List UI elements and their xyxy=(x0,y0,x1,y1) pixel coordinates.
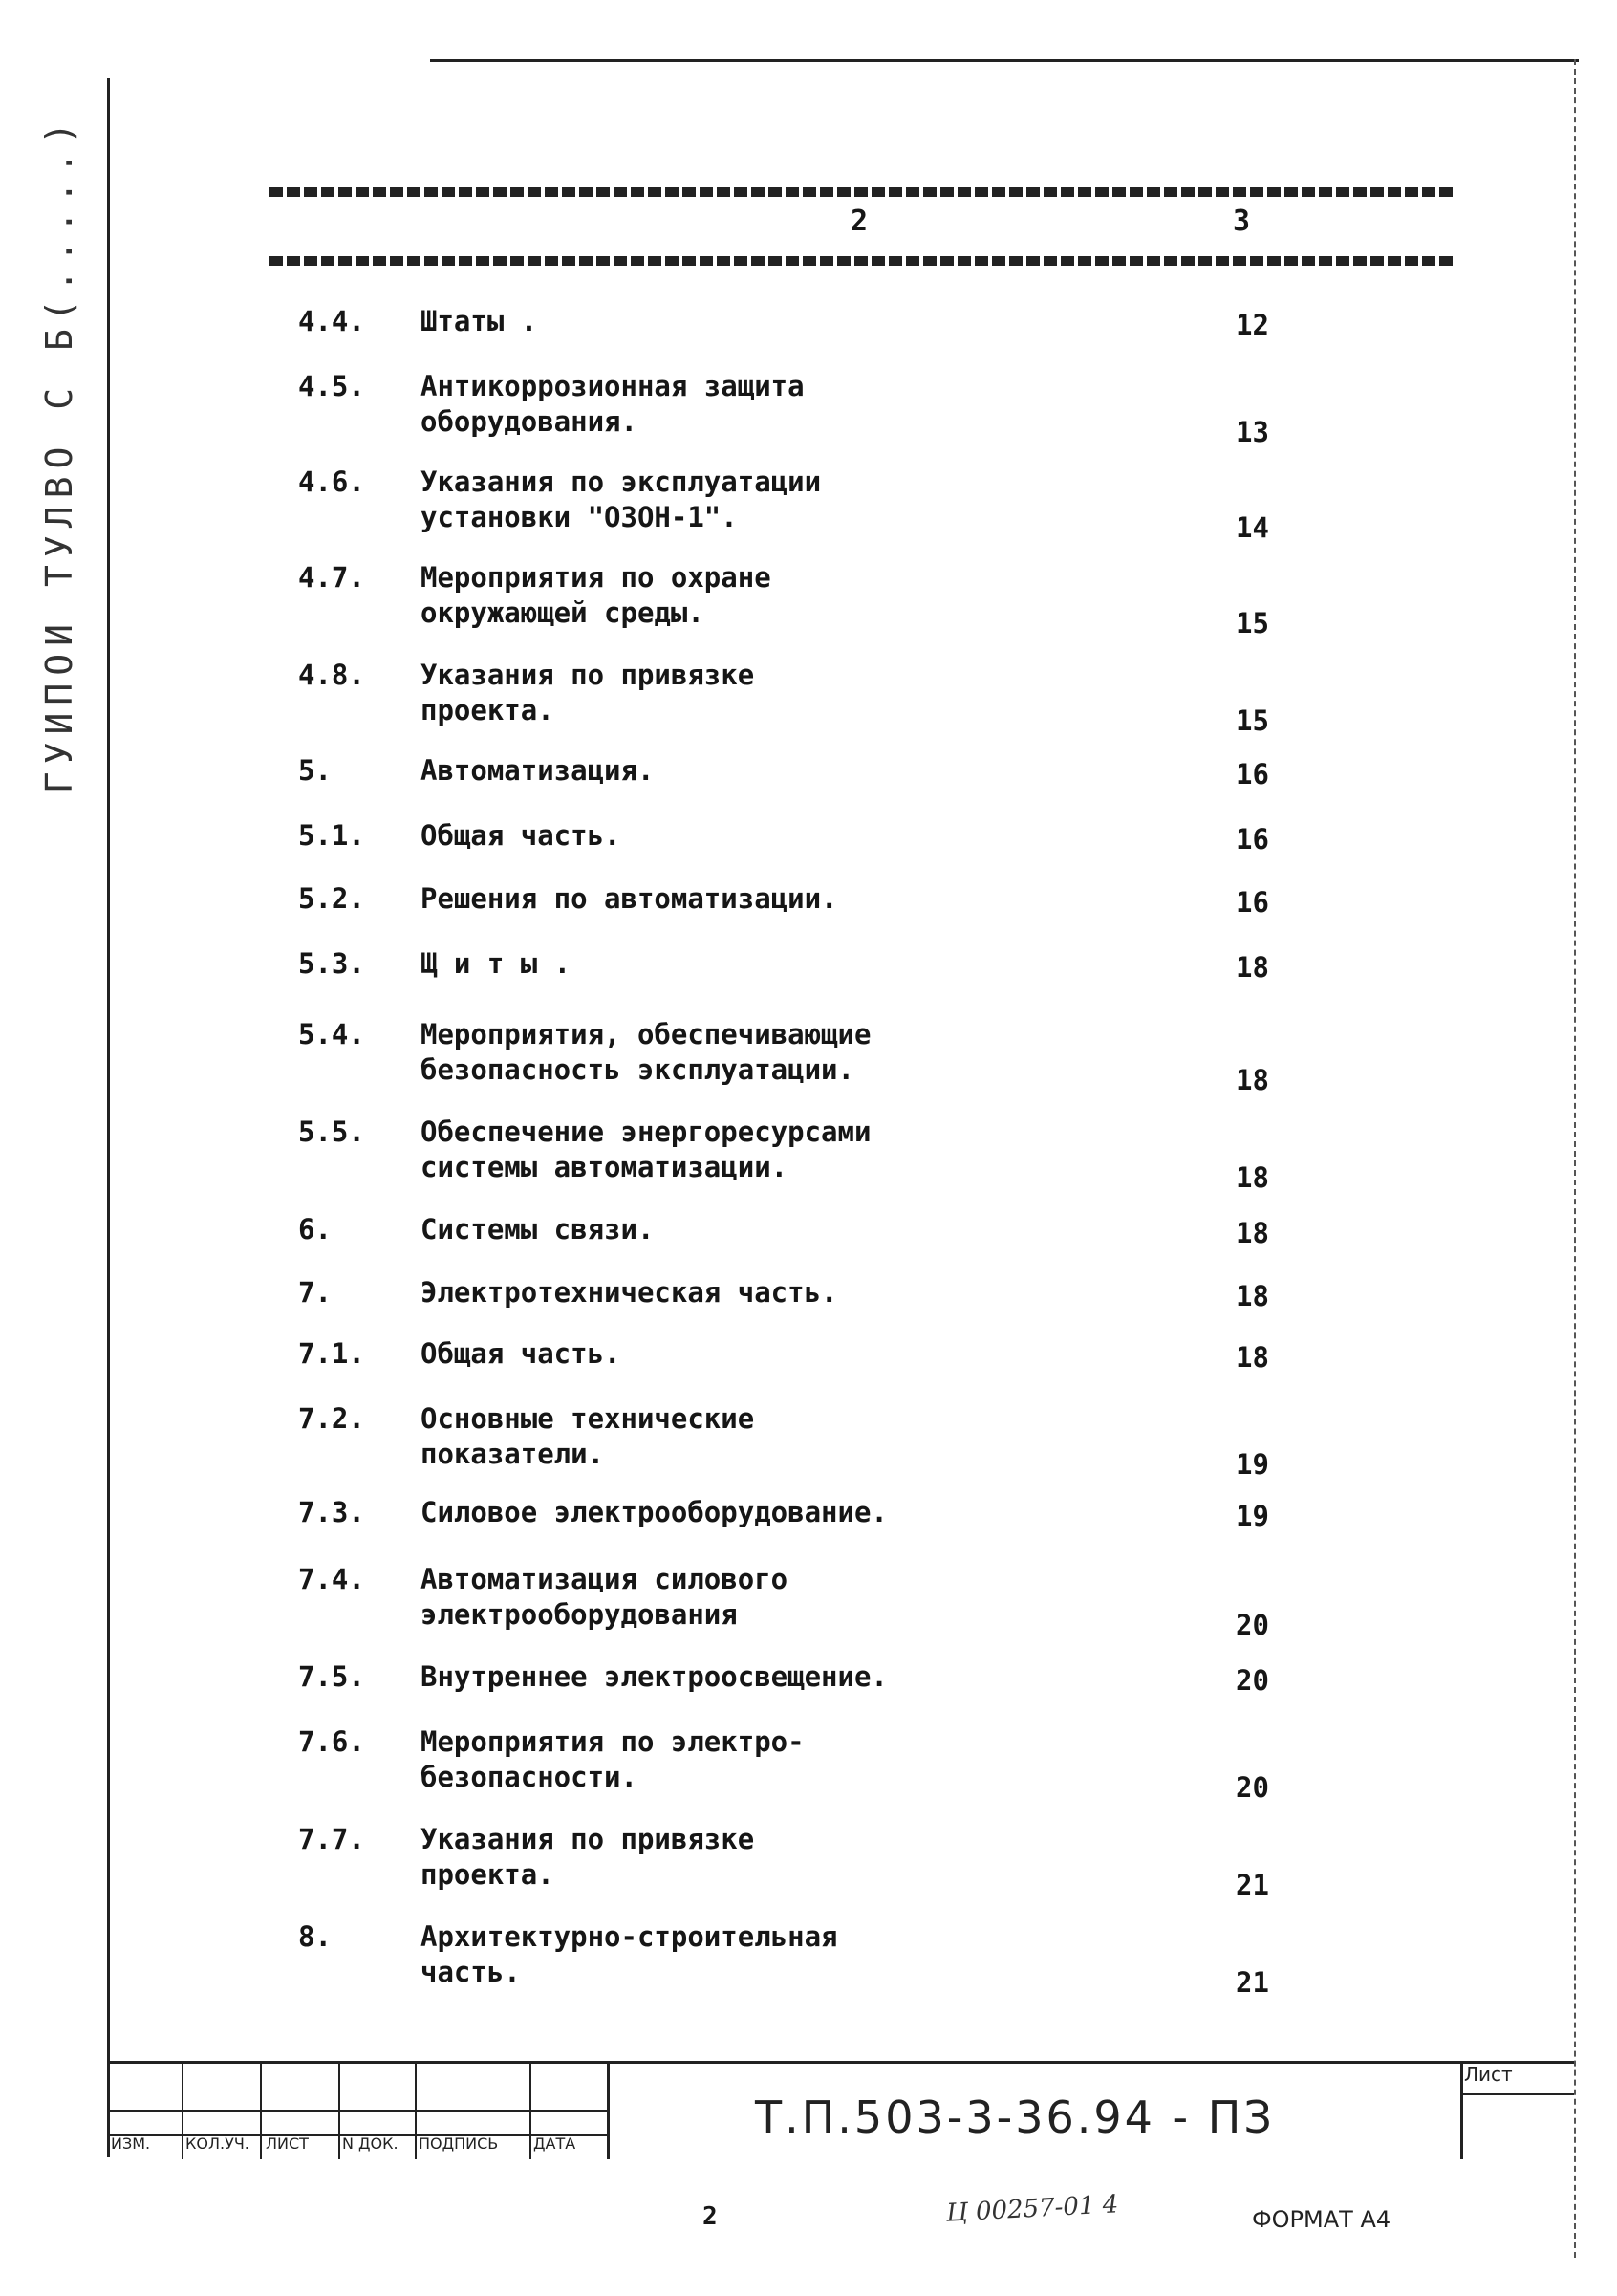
toc-entry-page: 19 xyxy=(1236,1448,1269,1481)
sheet-label: Лист xyxy=(1464,2063,1513,2086)
toc-entry-page: 20 xyxy=(1236,1664,1269,1697)
column-header-3: 3 xyxy=(1233,205,1251,238)
header-rule-top xyxy=(270,187,1453,197)
toc-entry-title: Автоматизация. xyxy=(420,754,655,787)
frame-left-border xyxy=(107,78,110,2157)
toc-entry-page: 20 xyxy=(1236,1771,1269,1804)
revision-grid xyxy=(107,2064,607,2159)
toc-entry-page: 15 xyxy=(1236,704,1269,737)
toc-entry-title: Мероприятия по охране окружающей среды. xyxy=(420,561,771,629)
inventory-number: Ц 00257-01 4 xyxy=(945,2190,1119,2228)
revision-labels xyxy=(107,2134,607,2159)
toc-entry-title: Общая часть. xyxy=(420,1337,621,1370)
label-data: ДАТА xyxy=(533,2134,576,2153)
toc-entry-number: 5.3. xyxy=(298,947,365,980)
label-list: ЛИСТ xyxy=(266,2134,309,2153)
toc-entry-number: 5.1. xyxy=(298,819,365,852)
toc-entry-title: Мероприятия, обеспечивающие безопасность эксплуатации. xyxy=(420,1018,872,1086)
toc-entry-number: 4.6. xyxy=(298,466,365,498)
toc-entry-number: 7.4. xyxy=(298,1563,365,1595)
page-number: 2 xyxy=(702,2202,718,2231)
toc-entry-title: Указания по эксплуатации установки "ОЗОН-1". xyxy=(420,466,822,533)
toc-entry-number: 4.8. xyxy=(298,659,365,691)
left-margin-text: ГУИПОИ ТУЛВО С Б(.....) xyxy=(38,115,80,794)
toc-entry-title: Системы связи. xyxy=(420,1213,655,1245)
toc-entry-title: Основные технические показатели. xyxy=(420,1402,755,1470)
toc-entry-number: 5. xyxy=(298,754,332,787)
toc-entry-title: Общая часть. xyxy=(420,819,621,852)
toc-entry-page: 19 xyxy=(1236,1500,1269,1532)
toc-entry-page: 18 xyxy=(1236,1280,1269,1312)
toc-entry-page: 18 xyxy=(1236,1217,1269,1249)
toc-entry-title: Мероприятия по электро- безопасности. xyxy=(420,1725,805,1793)
frame-right-border xyxy=(1574,59,1576,2258)
toc-entry-number: 5.4. xyxy=(298,1018,365,1051)
toc-entry-title: Архитектурно-строительная часть. xyxy=(420,1920,838,1988)
toc-entry-page: 20 xyxy=(1236,1609,1269,1641)
toc-entry-page: 12 xyxy=(1236,309,1269,341)
column-header-2: 2 xyxy=(851,205,869,238)
toc-entry-title: Решения по автоматизации. xyxy=(420,882,838,915)
toc-entry-number: 7.1. xyxy=(298,1337,365,1370)
toc-entry-page: 21 xyxy=(1236,1966,1269,1999)
toc-entry-number: 7.3. xyxy=(298,1496,365,1528)
toc-entry-number: 4.5. xyxy=(298,370,365,402)
toc-entry-title: Указания по привязке проекта. xyxy=(420,1823,755,1891)
toc-entry-title: Антикоррозионная защита оборудования. xyxy=(420,370,805,438)
toc-entry-number: 7.5. xyxy=(298,1660,365,1693)
toc-entry-page: 16 xyxy=(1236,886,1269,919)
toc-entry-page: 21 xyxy=(1236,1869,1269,1901)
toc-entry-page: 18 xyxy=(1236,1161,1269,1194)
label-kol-uch: КОЛ.УЧ. xyxy=(185,2134,249,2153)
toc-entry-number: 7. xyxy=(298,1276,332,1309)
title-block-divider xyxy=(607,2064,610,2159)
toc-entry-page: 18 xyxy=(1236,1064,1269,1096)
toc-entry-number: 5.2. xyxy=(298,882,365,915)
label-izm: ИЗМ. xyxy=(111,2134,151,2153)
toc-entry-number: 7.7. xyxy=(298,1823,365,1855)
toc-entry-number: 7.2. xyxy=(298,1402,365,1435)
toc-entry-number: 8. xyxy=(298,1920,332,1953)
toc-entry-page: 14 xyxy=(1236,511,1269,544)
toc-entry-title: Обеспечение энергоресурсами системы автоматизации. xyxy=(420,1116,872,1183)
sheet-box-divider xyxy=(1460,2064,1463,2159)
toc-entry-page: 13 xyxy=(1236,416,1269,448)
left-margin-stamp xyxy=(0,115,105,1166)
toc-entry-page: 18 xyxy=(1236,951,1269,984)
label-n-dok: N ДОК. xyxy=(342,2134,399,2153)
toc-entry-title: Внутреннее электроосвещение. xyxy=(420,1660,888,1693)
toc-entry-title: Силовое электрооборудование. xyxy=(420,1496,888,1528)
toc-entry-page: 15 xyxy=(1236,607,1269,639)
label-podpis: ПОДПИСЬ xyxy=(419,2134,499,2153)
toc-entry-number: 7.6. xyxy=(298,1725,365,1758)
header-rule-bottom xyxy=(270,256,1453,266)
toc-entry-page: 16 xyxy=(1236,758,1269,791)
toc-entry-title: Штаты . xyxy=(420,305,538,337)
toc-entry-page: 18 xyxy=(1236,1341,1269,1374)
toc-entry-number: 6. xyxy=(298,1213,332,1245)
toc-entry-number: 4.4. xyxy=(298,305,365,337)
toc-entry-number: 4.7. xyxy=(298,561,365,594)
toc-entry-title: Автоматизация силового электрооборудования xyxy=(420,1563,788,1631)
frame-top-border xyxy=(430,59,1579,62)
toc-entry-page: 16 xyxy=(1236,823,1269,856)
paper-format: ФОРМАТ А4 xyxy=(1252,2206,1391,2233)
toc-entry-title: Щ и т ы . xyxy=(420,947,571,980)
toc-entry-number: 5.5. xyxy=(298,1116,365,1148)
toc-entry-title: Указания по привязке проекта. xyxy=(420,659,755,726)
document-code: Т.П.503-3-36.94 - ПЗ xyxy=(755,2091,1275,2143)
sheet-box-line xyxy=(1460,2093,1574,2095)
toc-entry-title: Электротехническая часть. xyxy=(420,1276,838,1309)
